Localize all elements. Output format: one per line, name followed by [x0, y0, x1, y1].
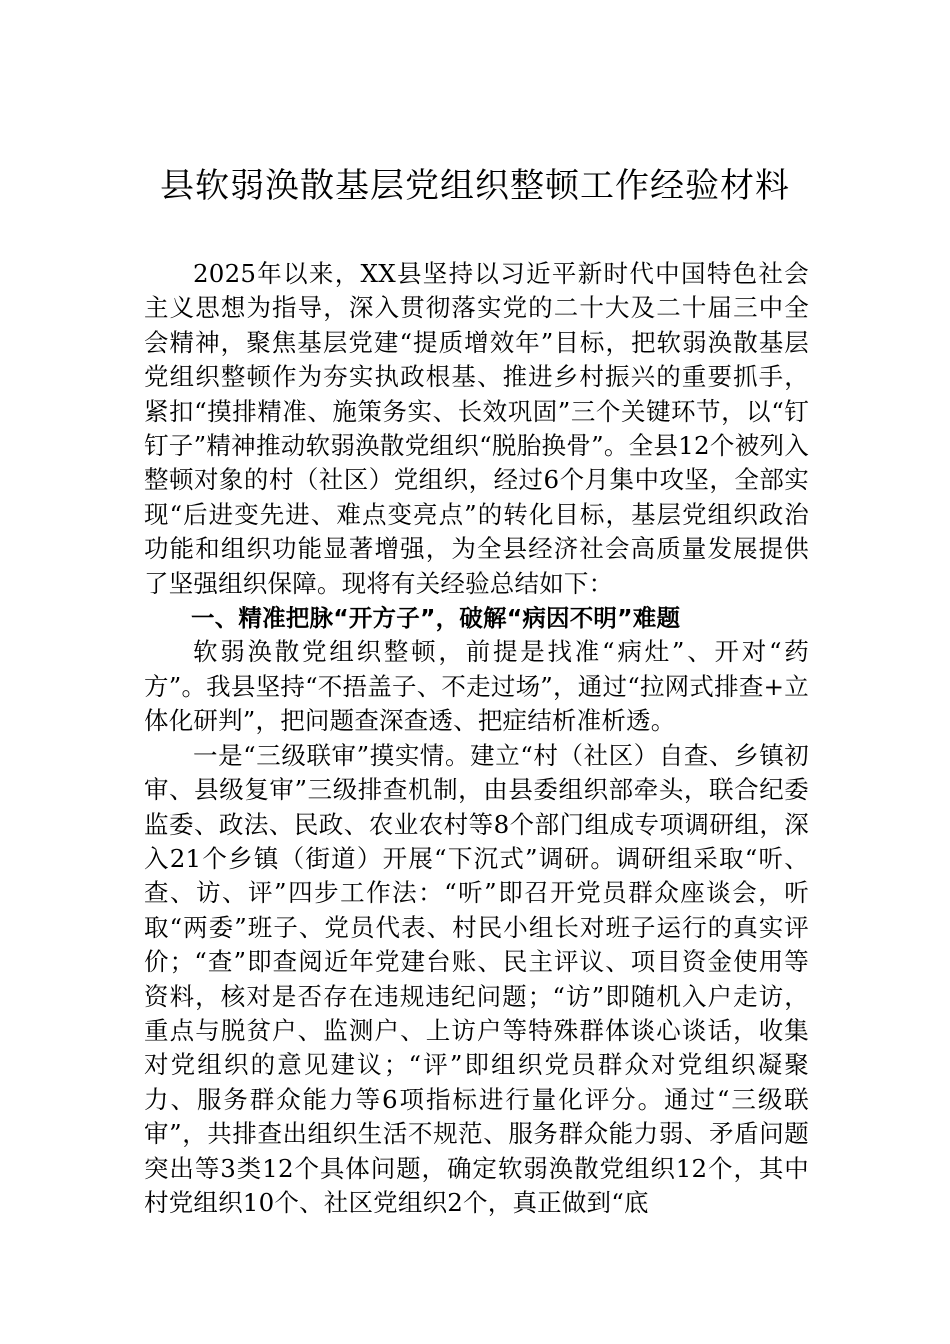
intro-paragraph: 2025年以来，XX县坚持以习近平新时代中国特色社会主义思想为指导，深入贯彻落实党的二十大及二十届三中全会精神，聚焦基层党建“提质增效年”目标，把软弱涣散基层党组织整顿作为夯实执政根基、推进乡村振兴的重要抓手，紧扣“摸排精准、施策务实、长效巩固”三个关键环节，以“钉钉子”精神推动软弱涣散党组织“脱胎换骨”。全县12个被列入整顿对象的村（社区）党组织，经过6个月集中攻坚，全部实现“后进变先进、难点变亮点”的转化目标，基层党组织政治功能和组织功能显著增强，为全县经济社会高质量发展提供了坚强组织保障。现将有关经验总结如下：	[144, 259, 809, 598]
document-body	[144, 257, 809, 1220]
section-1-paragraph-2: 一是“三级联审”摸实情。建立“村（社区）自查、乡镇初审、县级复审”三级排查机制，由县委组织部牵头，联合纪委监委、政法、民政、农业农村等8个部门组成专项调研组，深入21个乡镇（街道）开展“下沉式”调研。调研组采取“听、查、访、评”四步工作法：“听”即召开党员群众座谈会，听取“两委”班子、党员代表、村民小组长对班子运行的真实评价；“查”即查阅近年党建台账、民主评议、项目资金使用等资料，核对是否存在违规违纪问题；“访”即随机入户走访，重点与脱贫户、监测户、上访户等特殊群体谈心谈话，收集对党组织的意见建议；“评”即组织党员群众对党组织凝聚力、服务群众能力等6项指标进行量化评分。通过“三级联审”，共排查出组织生活不规范、服务群众能力弱、矛盾问题突出等3类12个具体问题，确定软弱涣散党组织12个，其中村党组织10个、社区党组织2个，真正做到“底	[144, 740, 809, 1217]
section-1-paragraph-1: 软弱涣散党组织整顿，前提是找准“病灶”、开对“药方”。我县坚持“不捂盖子、不走过场”，通过“拉网式排查+立体化研判”，把问题查深查透、把症结析准析透。	[144, 637, 809, 736]
document-title: 县软弱涣散基层党组织整顿工作经验材料	[160, 166, 790, 206]
section-1-heading: 一、精准把脉“开方子”，破解“病因不明”难题	[191, 604, 681, 633]
